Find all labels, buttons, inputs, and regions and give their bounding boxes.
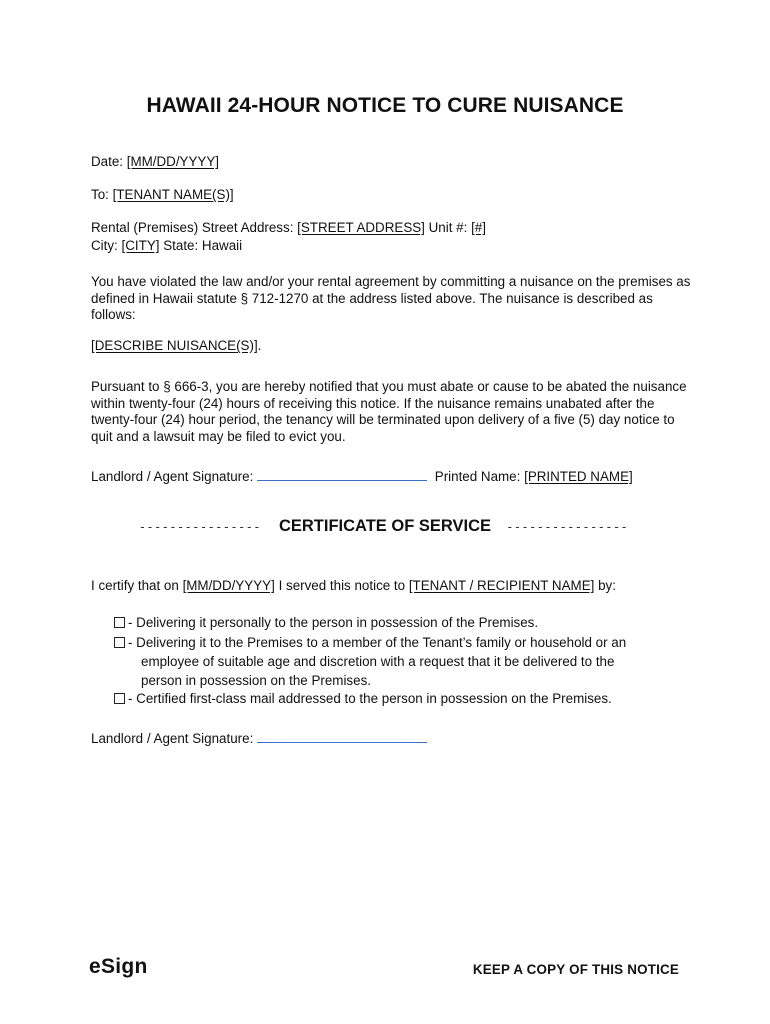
option-premises-label: - Delivering it to the Premises to a member of the Tenant’s family or household or an — [128, 635, 627, 650]
notice-paragraph: Pursuant to § 666-3, you are hereby notified that you must abate or cause to be abated the nuisance within twenty-four (24) hours of receiving this notice. If the nuisance remains unabated after the twenty-four (24) hour period, the tenancy will be terminated upon delivery of a five (5) day notice to quit and a lawsuit may be filed to evict you. — [91, 379, 687, 444]
certify-line — [91, 578, 616, 594]
esign-logo: eSign — [89, 955, 148, 978]
divider-dashes-right: ---------------- — [507, 519, 630, 534]
divider-dashes-left: ---------------- — [140, 519, 263, 534]
recipient-name-field[interactable]: [TENANT / RECIPIENT NAME] — [408, 578, 595, 593]
to-line — [91, 187, 234, 203]
certificate-heading-row — [0, 517, 770, 536]
service-option-personal — [114, 615, 538, 631]
date-field[interactable]: [MM/DD/YYYY] — [126, 154, 220, 169]
address-label: Rental (Premises) Street Address: — [91, 220, 294, 235]
checkbox-premises[interactable] — [114, 637, 125, 648]
address-line — [91, 220, 486, 236]
signature-field[interactable] — [257, 467, 427, 481]
service-date-field[interactable]: [MM/DD/YYYY] — [182, 578, 275, 593]
certify-middle: I served this notice to — [278, 578, 406, 593]
certify-suffix: by: — [598, 578, 616, 593]
date-label: Date: — [91, 154, 124, 169]
city-label: City: — [91, 238, 118, 253]
certificate-heading: CERTIFICATE OF SERVICE — [278, 517, 492, 535]
option-premises-line2: employee of suitable age and discretion with a request that it be delivered to the — [141, 654, 615, 669]
tenant-name-field[interactable]: [TENANT NAME(S)] — [112, 187, 234, 202]
date-line — [91, 154, 219, 170]
describe-nuisance-field[interactable]: [DESCRIBE NUISANCE(S)] — [91, 338, 258, 353]
to-label: To: — [91, 187, 109, 202]
printed-name-field[interactable]: [PRINTED NAME] — [524, 469, 633, 484]
certificate-signature-field[interactable] — [257, 729, 427, 743]
state-text: State: Hawaii — [163, 238, 243, 253]
service-option-mail — [114, 691, 612, 707]
signature-label: Landlord / Agent Signature: — [91, 469, 254, 484]
keep-copy-notice: KEEP A COPY OF THIS NOTICE — [472, 962, 679, 977]
certificate-signature-line — [91, 729, 431, 747]
violation-paragraph: You have violated the law and/or your rental agreement by committing a nuisance on the premises as defined in Hawaii statute § 712-1270 at the address listed above. The nuisance is described as follows: — [91, 274, 691, 322]
unit-label: Unit #: — [428, 220, 468, 235]
printed-name-label: Printed Name: — [434, 469, 521, 484]
signature-line — [91, 467, 633, 485]
certify-prefix: I certify that on — [91, 578, 179, 593]
certificate-signature-label: Landlord / Agent Signature: — [91, 731, 254, 746]
option-personal-label: - Delivering it personally to the person in possession of the Premises. — [128, 615, 539, 630]
city-line — [91, 238, 242, 254]
street-address-field[interactable]: [STREET ADDRESS] — [297, 220, 425, 235]
document-title: HAWAII 24-HOUR NOTICE TO CURE NUISANCE — [146, 94, 624, 117]
option-mail-label: - Certified first-class mail addressed to the person in possession on the Premises. — [128, 691, 612, 706]
city-field[interactable]: [CITY] — [121, 238, 160, 253]
service-option-premises — [114, 635, 626, 651]
option-premises-line3: person in possession on the Premises. — [141, 673, 371, 688]
checkbox-mail[interactable] — [114, 693, 125, 704]
nuisance-suffix: . — [257, 338, 262, 353]
nuisance-line — [91, 338, 261, 354]
checkbox-personal[interactable] — [114, 617, 125, 628]
unit-field[interactable]: [#] — [471, 220, 486, 235]
